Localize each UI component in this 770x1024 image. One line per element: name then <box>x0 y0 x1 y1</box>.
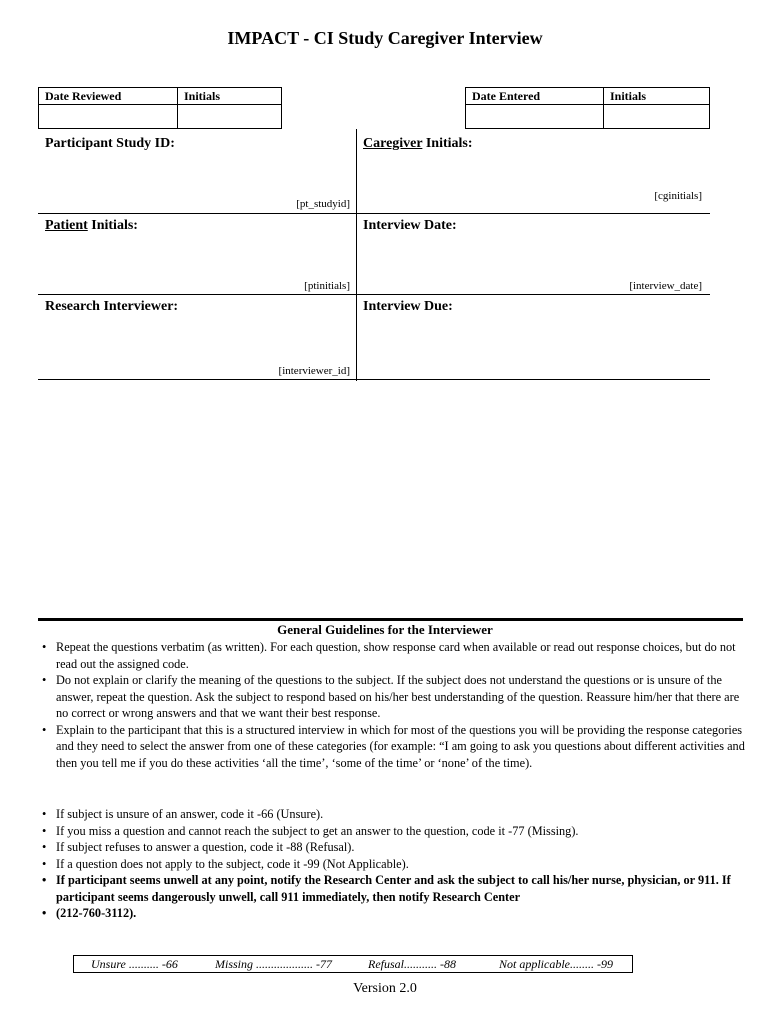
page-title: IMPACT - CI Study Caregiver Interview <box>227 28 543 48</box>
initials-header-2: Initials <box>603 87 710 105</box>
grid-rule <box>356 213 710 214</box>
caregiver-initials-field[interactable] <box>358 155 708 187</box>
caregiver-initials-var: [cginitials] <box>654 190 702 202</box>
guidelines-rule <box>38 618 743 621</box>
initials-field-1[interactable] <box>177 104 282 129</box>
initials-header-1: Initials <box>177 87 282 105</box>
grid-rule <box>38 213 356 214</box>
code-not-applicable: Not applicable........ -99 <box>499 957 613 971</box>
guidelines-list-b <box>38 806 748 922</box>
code-legend <box>73 955 633 973</box>
patient-initials-label: Patient Initials: <box>45 218 138 233</box>
date-reviewed-header: Date Reviewed <box>38 87 178 105</box>
research-interviewer-label: Research Interviewer: <box>45 299 179 314</box>
review-table <box>38 87 710 129</box>
grid-divider <box>356 129 357 381</box>
participant-id-field[interactable] <box>40 155 354 195</box>
date-reviewed-field[interactable] <box>38 104 178 129</box>
version-label: Version 2.0 <box>353 981 417 996</box>
grid-rule <box>38 294 710 295</box>
date-entered-header: Date Entered <box>465 87 604 105</box>
initials-field-2[interactable] <box>603 104 710 129</box>
guideline-item: • If subject is unsure of an answer, code it -66 (Unsure). <box>38 806 748 823</box>
guideline-item: • If a question does not apply to the subject, code it -99 (Not Applicable). <box>38 856 748 873</box>
code-missing: Missing ................... -77 <box>215 957 332 971</box>
guidelines-title: General Guidelines for the Interviewer <box>277 622 493 637</box>
guideline-item: • If subject refuses to answer a question, code it -88 (Refusal). <box>38 839 748 856</box>
interview-due-label: Interview Due: <box>363 299 453 314</box>
guidelines-list-a <box>38 639 748 771</box>
caregiver-initials-label: Caregiver Initials: <box>363 136 473 151</box>
guideline-item: • Do not explain or clarify the meaning of the questions to the subject. If the subject does not understand the questions or is unsure of the answer, repeat the question. Ask the subject to respond based on his/her best understanding of the question. Reassure him/her that there are no correct or wrong answers and that we want their best response. <box>38 672 748 722</box>
interview-date-label: Interview Date: <box>363 218 457 233</box>
guideline-item: • Repeat the questions verbatim (as written). For each question, show response card when available or read out response choices, but do not read out the assigned code. <box>38 639 748 672</box>
guideline-item: • If you miss a question and cannot reach the subject to get an answer to the question, code it -77 (Missing). <box>38 823 748 840</box>
interview-date-field[interactable] <box>358 238 708 278</box>
grid-rule <box>38 379 710 380</box>
guideline-item-emphasis: • If participant seems unwell at any point, notify the Research Center and ask the subject to call his/her nurse, physician, or 911. If participant seems dangerously unwell, call 911 immediately, then notify Research Center <box>38 872 748 905</box>
code-refusal: Refusal........... -88 <box>368 957 456 971</box>
interview-date-var: [interview_date] <box>629 280 702 292</box>
code-unsure: Unsure .......... -66 <box>91 957 178 971</box>
guideline-item: • Explain to the participant that this is a structured interview in which for most of the questions you will be providing the response categories and they need to select the answer from one of these categories (for example: “I am going to ask you questions about different activities and then you tell me if you do these activities ‘all the time’, ‘some of the time’ or ‘none’ of the time). <box>38 722 748 772</box>
guideline-item-phone: • (212-760-3112). <box>38 905 748 922</box>
patient-initials-field[interactable] <box>40 238 354 278</box>
patient-initials-var: [ptinitials] <box>304 280 350 292</box>
research-interviewer-field[interactable] <box>40 320 354 362</box>
participant-id-var: [pt_studyid] <box>296 198 350 210</box>
research-interviewer-var: [interviewer_id] <box>278 365 350 377</box>
interview-due-field[interactable] <box>358 320 708 376</box>
date-entered-field[interactable] <box>465 104 604 129</box>
participant-id-label: Participant Study ID: <box>45 136 175 151</box>
